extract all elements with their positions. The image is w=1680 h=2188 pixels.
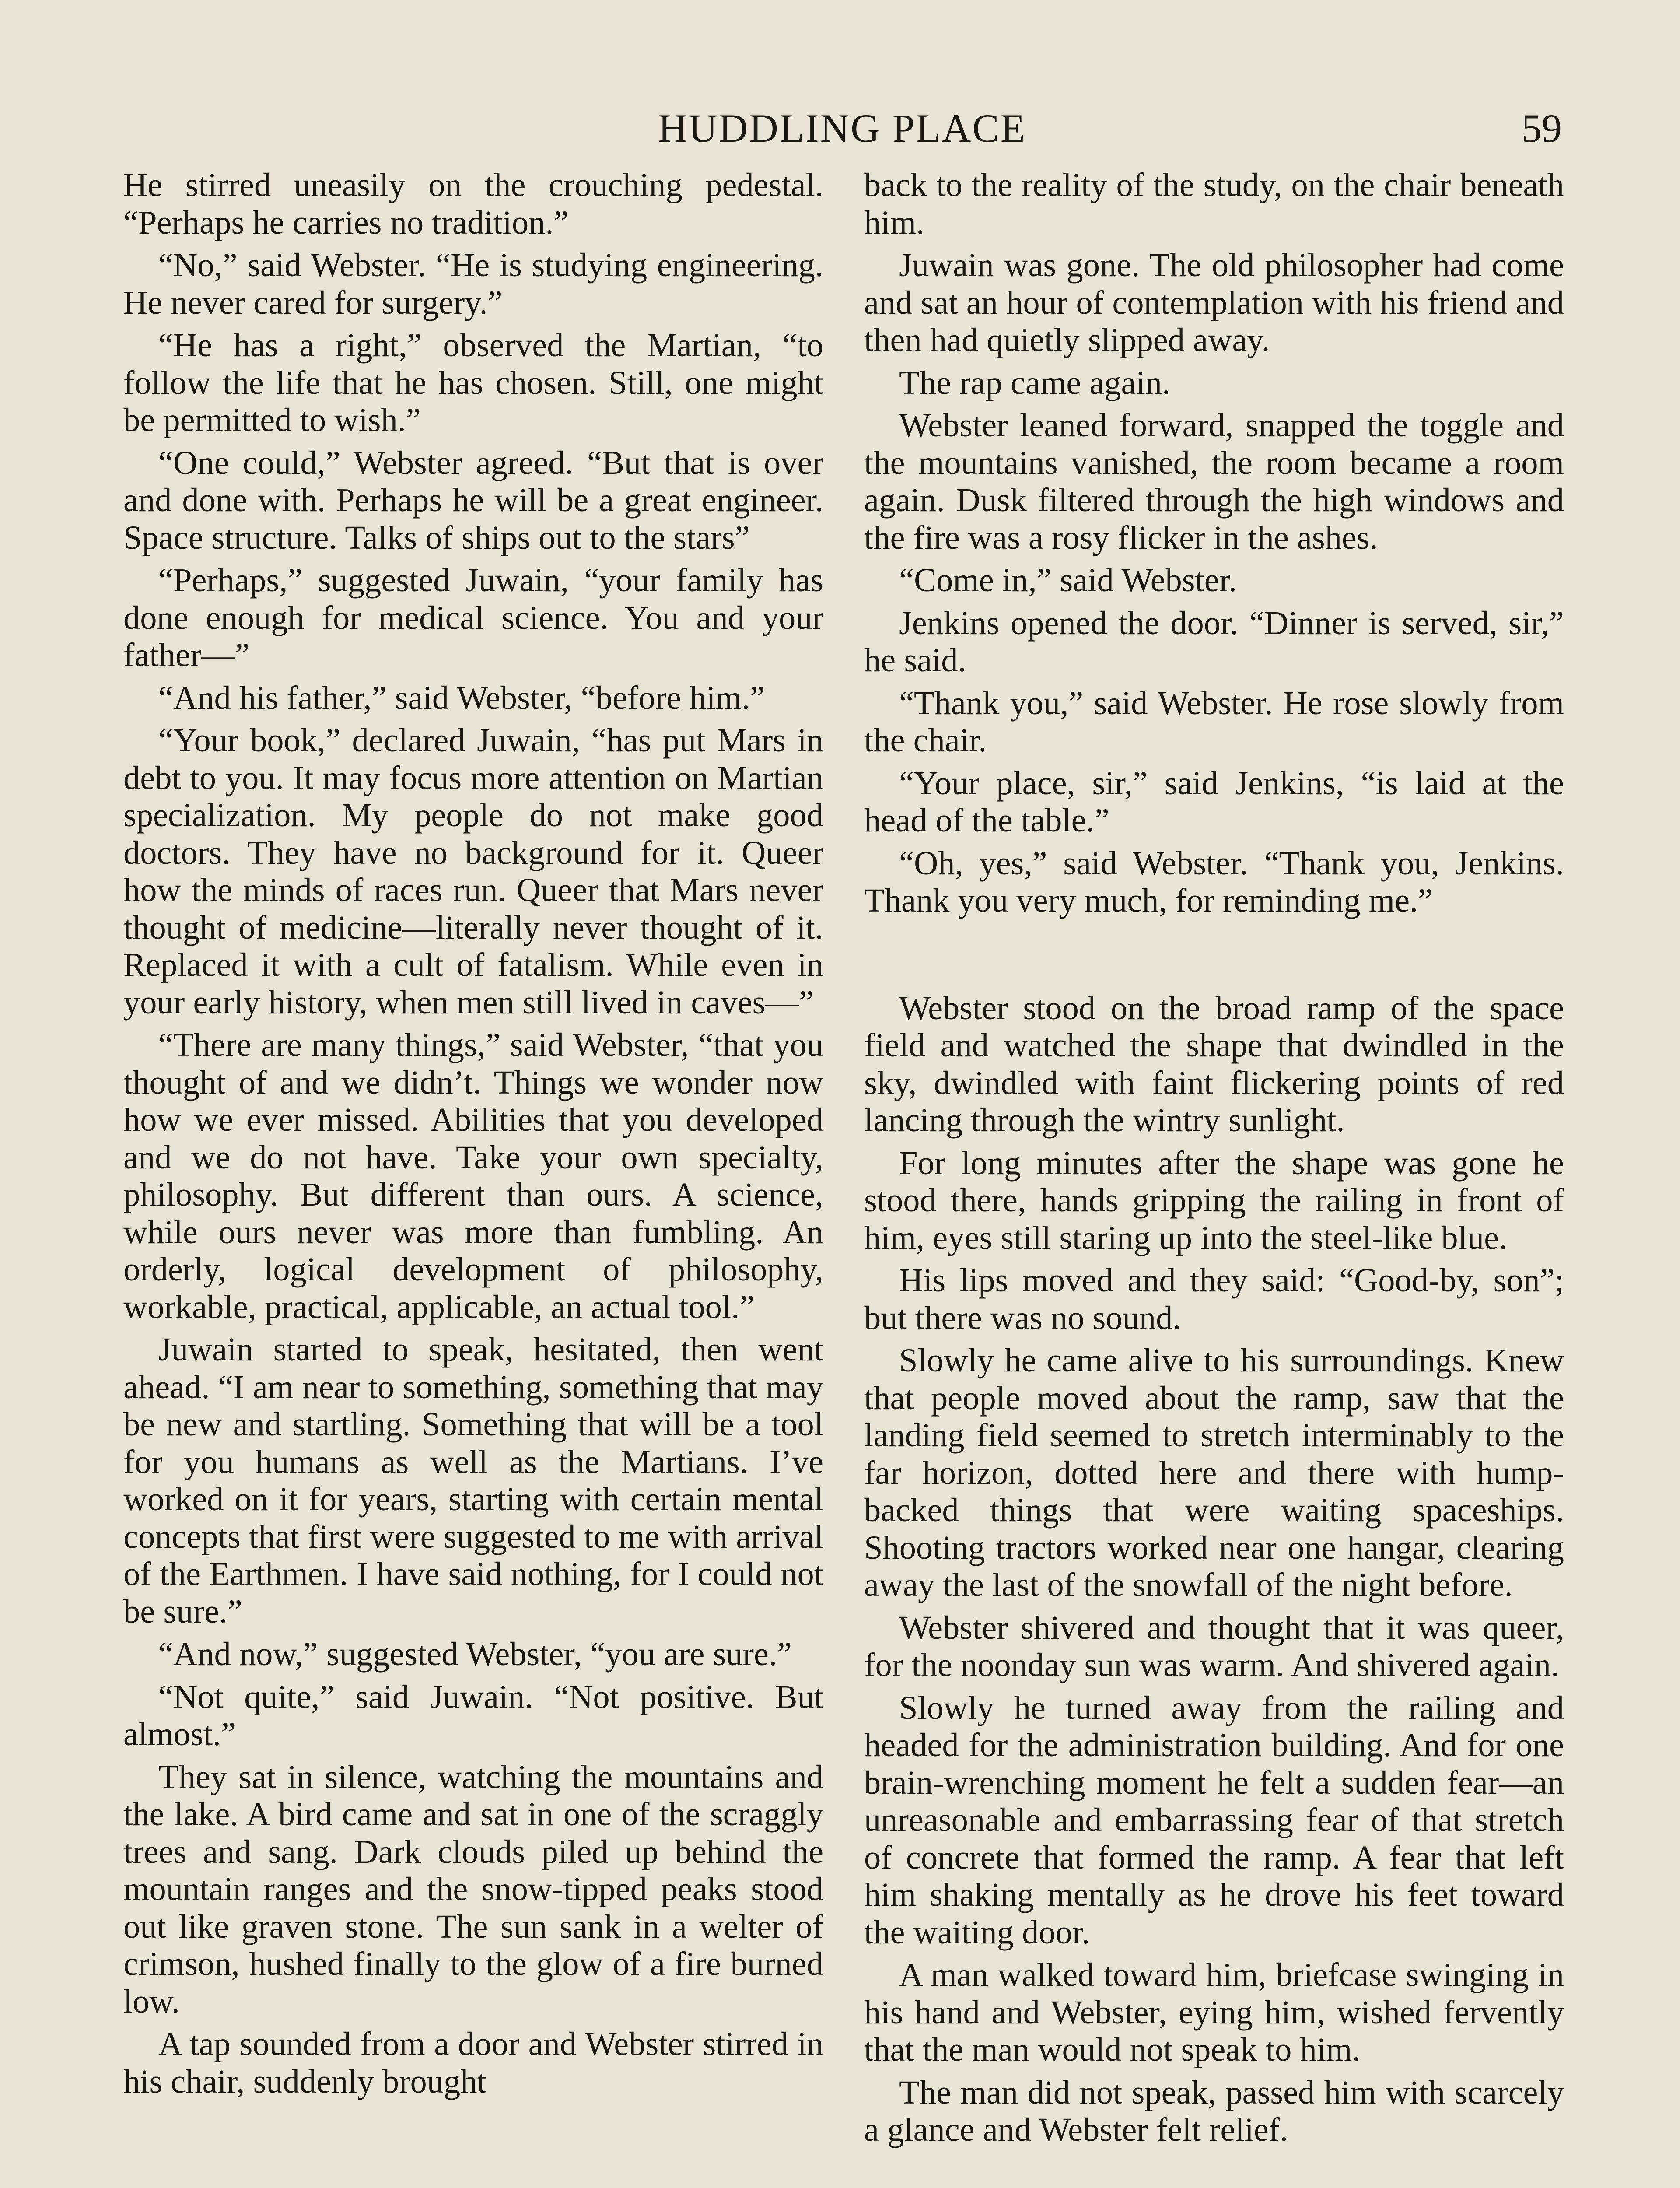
paragraph: Webster stood on the broad ramp of the space field and watched the shape that dwindled in the sky, dwindled with faint flickering points of red lancing through the wintry sunlight. <box>864 989 1564 1139</box>
paragraph: back to the reality of the study, on the chair beneath him. <box>864 166 1564 241</box>
paragraph: “Your place, sir,” said Jenkins, “is laid at the head of the table.” <box>864 764 1564 839</box>
paragraph: He stirred uneasily on the crouching pedestal. “Perhaps he carries no tradition.” <box>123 166 823 241</box>
paragraph: “One could,” Webster agreed. “But that is over and done with. Perhaps he will be a great engineer. Space structure. Talks of ships out to the stars” <box>123 444 823 556</box>
paragraph: Jenkins opened the door. “Dinner is served, sir,” he said. <box>864 604 1564 679</box>
paragraph: “There are many things,” said Webster, “that you thought of and we didn’t. Things we wonder now how we ever missed. Abilities that you developed and we do not have. Take your own specialty, philosophy. But different than ours. A science, while ours never was more than fumbling. An orderly, logical development of philosophy, workable, practical, applicable, an actual tool.” <box>123 1026 823 1325</box>
paragraph: “And now,” suggested Webster, “you are sure.” <box>158 1635 792 1673</box>
paragraph: “No,” said Webster. “He is studying engineering. He never cared for surgery.” <box>123 246 823 321</box>
paragraph: For long minutes after the shape was gone he stood there, hands gripping the railing in front of him, eyes still staring up into the steel-like blue. <box>864 1144 1564 1256</box>
paragraph: Slowly he turned away from the railing and headed for the administration building. And for one brain-wrenching moment he felt a sudden fear—an unreasonable and embarrassing fear of that stretch of concrete that formed the ramp. A fear that left him shaking mentally as he drove his feet toward the waiting door. <box>864 1689 1564 1951</box>
paragraph: “And his father,” said Webster, “before him.” <box>158 679 765 716</box>
paragraph: “He has a right,” observed the Martian, “to follow the life that he has chosen. Still, one might be permitted to wish.” <box>123 326 823 438</box>
paragraph: They sat in silence, watching the mountains and the lake. A bird came and sat in one of the scraggly trees and sang. Dark clouds piled up behind the mountain ranges and the snow-tipped peaks stood out like graven stone. The sun sank in a welter of crimson, hushed finally to the glow of a fire burned low. <box>123 1758 823 2020</box>
paragraph: The rap came again. <box>899 364 1171 401</box>
page-number: 59 <box>1522 106 1562 151</box>
paragraph: Webster leaned forward, snapped the toggle and the mountains vanished, the room became a room again. Dusk filtered through the high windows and the fire was a rosy flicker in the ashes. <box>864 407 1564 556</box>
left-column <box>123 166 823 2105</box>
paragraph: A tap sounded from a door and Webster stirred in his chair, suddenly brought <box>123 2025 823 2100</box>
paragraph: Juwain was gone. The old philosopher had come and sat an hour of contemplation with his friend and then had quietly slipped away. <box>864 246 1564 358</box>
paragraph: Juwain started to speak, hesitated, then went ahead. “I am near to something, something that may be new and startling. Something that will be a tool for you humans as well as the Martians. I’ve worked on it for years, starting with certain mental concepts that first were suggested to me with arrival of the Earthmen. I have said nothing, for I could not be sure.” <box>123 1331 823 1630</box>
paragraph: “Your book,” declared Juwain, “has put Mars in debt to you. It may focus more attention on Martian specialization. My people do not make good doctors. They have no background for it. Queer how the minds of races run. Queer that Mars never thought of medicine—literally never thought of it. Replaced it with a cult of fatalism. While even in your early history, when men still lived in caves—” <box>123 722 823 1021</box>
paragraph: Slowly he came alive to his surroundings. Knew that people moved about the ramp, saw that the landing field seemed to stretch interminably to the far horizon, dotted here and there with hump-backed things that were waiting spaceships. Shooting tractors worked near one hangar, clearing away the last of the snowfall of the night before. <box>864 1342 1564 1603</box>
paragraph: “Not quite,” said Juwain. “Not positive. But almost.” <box>123 1678 823 1753</box>
paragraph: His lips moved and they said: “Good-by, son”; but there was no sound. <box>864 1262 1564 1336</box>
paragraph: “Oh, yes,” said Webster. “Thank you, Jenkins. Thank you very much, for reminding me.” <box>864 844 1564 919</box>
right-column <box>864 166 1564 2154</box>
paragraph: “Thank you,” said Webster. He rose slowly from the chair. <box>864 684 1564 759</box>
running-title: HUDDLING PLACE <box>658 106 1026 151</box>
paragraph: “Come in,” said Webster. <box>899 561 1237 599</box>
paragraph: A man walked toward him, briefcase swinging in his hand and Webster, eying him, wished fervently that the man would not speak to him. <box>864 1956 1564 2068</box>
page-header <box>122 100 1562 157</box>
paragraph: “Perhaps,” suggested Juwain, “your family has done enough for medical science. You and your father—” <box>123 561 823 673</box>
paragraph: The man did not speak, passed him with scarcely a glance and Webster felt relief. <box>864 2073 1564 2148</box>
paragraph: Webster shivered and thought that it was queer, for the noonday sun was warm. And shivered again. <box>864 1609 1564 1683</box>
